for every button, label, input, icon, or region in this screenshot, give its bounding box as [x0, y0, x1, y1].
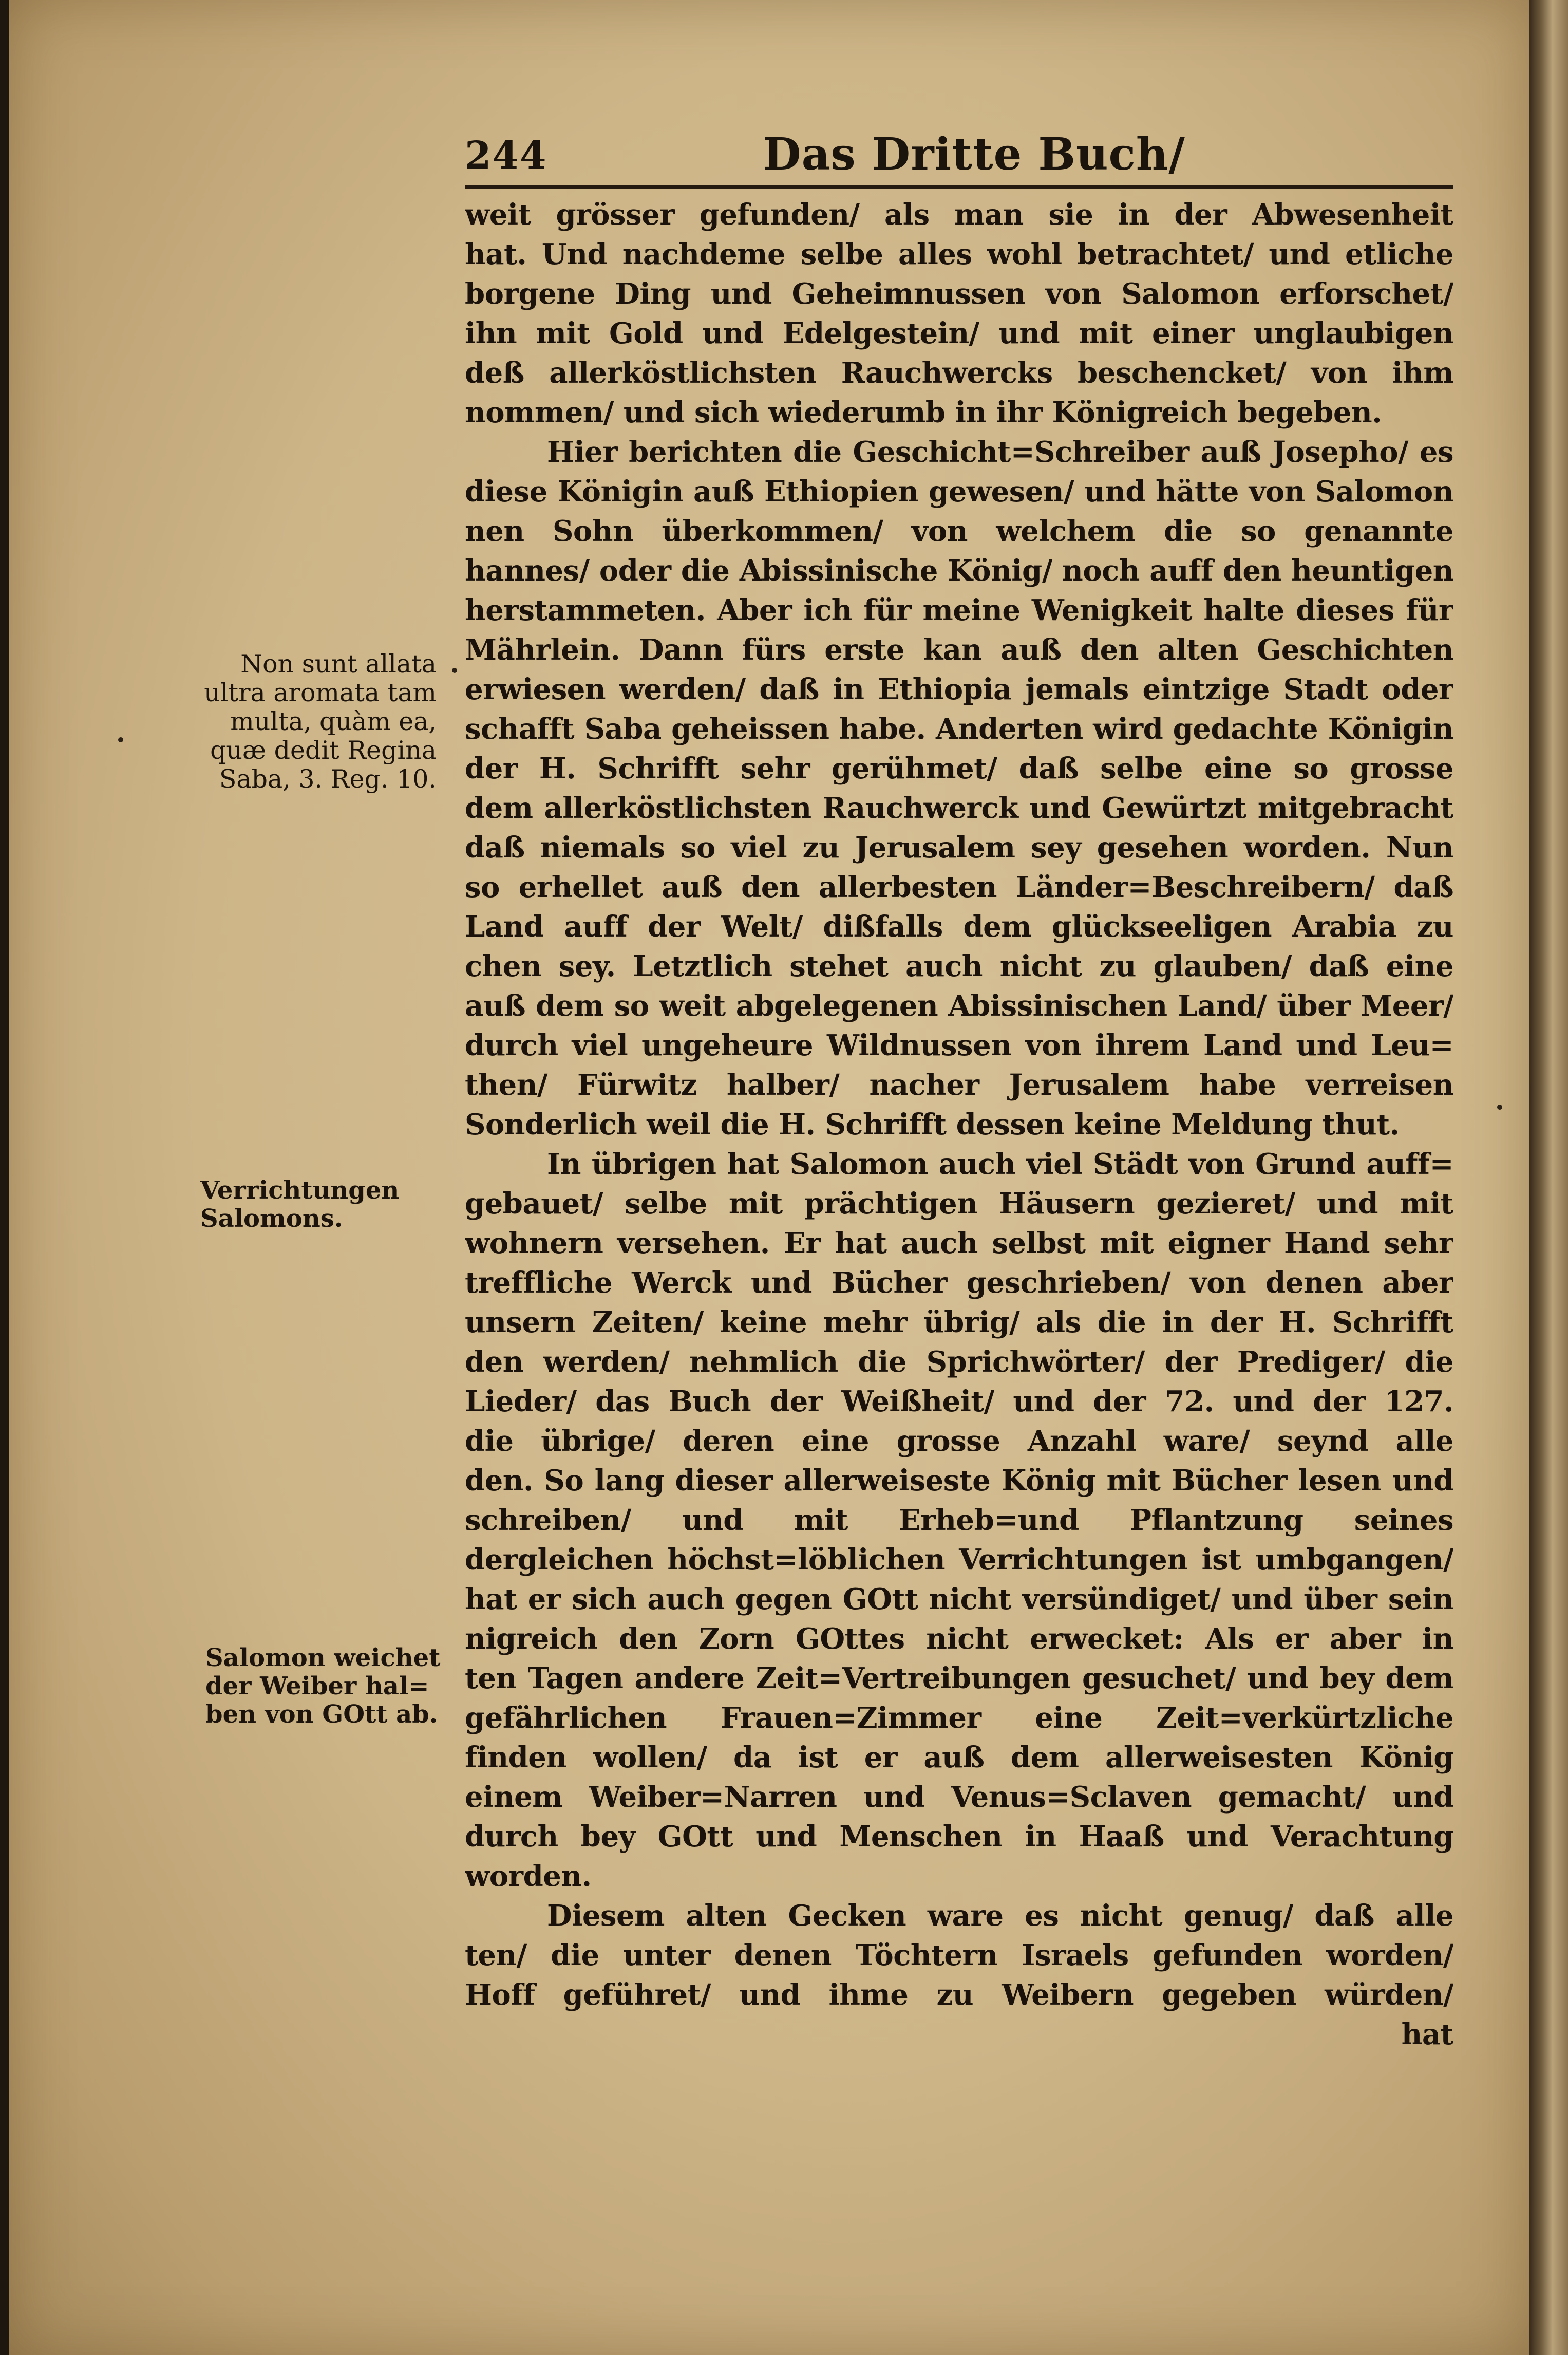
text-line [465, 1698, 1453, 1738]
text-line [465, 947, 1453, 986]
text-line [465, 551, 1453, 591]
text-line [465, 591, 1453, 630]
text-line [465, 353, 1453, 393]
text-line-content: ten/ die unter denen Töchtern Israels gefunden worden/ [465, 1938, 1453, 1972]
text-line [465, 1303, 1453, 1342]
text-line-content: hat [1401, 2017, 1453, 2051]
text-line-content: durch viel ungeheure Wildnussen von ihrem Land und Leu= [465, 1029, 1453, 1062]
text-line-content: diese Königin auß Ethiopien gewesen/ und hätte von Salomon [465, 475, 1453, 509]
text-line [465, 472, 1453, 512]
text-line [465, 670, 1453, 709]
margin-note-line: Salomons. [200, 1204, 343, 1233]
text-line [465, 393, 1453, 433]
text-line [465, 1461, 1453, 1501]
text-line [465, 274, 1453, 314]
text-line-content: hannes/ oder die Abissinische König/ noch auff den heuntigen [465, 554, 1453, 588]
text-line [465, 1817, 1453, 1857]
text-line-content: der H. Schrifft sehr gerühmet/ daß selbe eine so grosse [465, 752, 1453, 786]
margin-note-line: Saba, 3. Reg. 10. [219, 764, 437, 794]
text-line [465, 1896, 1453, 1936]
text-line-content: auß dem so weit abgelegenen Abissinischen Land/ über Meer/ [465, 989, 1453, 1023]
text-line [465, 1342, 1453, 1382]
margin-note-line: Non sunt allata [240, 649, 437, 679]
text-line-content: hat. Und nachdeme selbe alles wohl betrachtet/ und etliche [465, 237, 1453, 271]
text-line [465, 1105, 1453, 1145]
text-line-content: finden wollen/ da ist er auß dem allerweisesten König [465, 1741, 1453, 1774]
text-line-content: daß niemals so viel zu Jerusalem sey gesehen worden. Nun [465, 831, 1453, 865]
text-line-content: so erhellet auß den allerbesten Länder=Beschreibern/ daß [465, 870, 1453, 904]
text-line [465, 1778, 1453, 1817]
margin-note-line: multa, quàm ea, [230, 707, 437, 736]
margin-mark [452, 668, 457, 673]
text-line-content: then/ Fürwitz halber/ nacher Jerusalem habe verreisen [465, 1068, 1453, 1102]
margin-note-line: Salomon weichet [205, 1643, 441, 1672]
text-line [465, 1619, 1453, 1659]
text-line-content: den. So lang dieser allerweiseste König mit Bücher lesen und [465, 1464, 1453, 1498]
text-line [465, 1026, 1453, 1066]
facing-page-edge [1529, 0, 1568, 2355]
text-line-content: Lieder/ das Buch der Weißheit/ und der 72. und der 127. [465, 1385, 1453, 1418]
text-line-content: Hoff geführet/ und ihme zu Weibern gegeben würden/ [465, 1978, 1453, 2012]
text-line-content: schreiben/ und mit Erheb=und Pflantzung seines [465, 1503, 1453, 1537]
text-line-content: nen Sohn überkommen/ von welchem die so genannte [465, 514, 1453, 548]
margin-note-line: quæ dedit Regina [210, 736, 437, 765]
text-line [465, 630, 1453, 670]
text-line [465, 235, 1453, 274]
text-line-content: dergleichen höchst=löblichen Verrichtungen ist umbgangen/ [465, 1543, 1453, 1577]
text-line-content: In übrigen hat Salomon auch viel Städt von Grund auff= [547, 1147, 1453, 1181]
page-number: 244 [465, 134, 547, 178]
text-line [465, 433, 1453, 472]
text-line-content: den werden/ nehmlich die Sprichwörter/ der Prediger/ die [465, 1345, 1453, 1379]
text-line [465, 1066, 1453, 1105]
text-line [465, 1580, 1453, 1619]
text-line-content: wohnern versehen. Er hat auch selbst mit eigner Hand sehr [465, 1226, 1453, 1260]
text-line-content: Land auff der Welt/ dißfalls dem glückseeligen Arabia zu [465, 910, 1453, 944]
text-line-content: nigreich den Zorn GOttes nicht erwecket: Als er aber in [465, 1622, 1453, 1656]
text-line-content: gefährlichen Frauen=Zimmer eine Zeit=verkürtzliche [465, 1701, 1453, 1735]
margin-note-verrichtungen [200, 1176, 457, 1233]
text-line-content: deß allerköstlichsten Rauchwercks beschencket/ von ihm [465, 356, 1453, 390]
text-line-content: erwiesen werden/ daß in Ethiopia jemals eintzige Stadt oder [465, 672, 1453, 706]
main-text-column [465, 195, 1453, 2054]
text-line-content: nommen/ und sich wiederumb in ihr Königreich begeben. [465, 396, 1382, 429]
text-line-content: Sonderlich weil die H. Schrifft dessen keine Meldung thut. [465, 1108, 1400, 1142]
text-line [465, 986, 1453, 1026]
text-line [465, 907, 1453, 947]
text-line-content: unsern Zeiten/ keine mehr übrig/ als die in der H. Schrifft [465, 1305, 1453, 1339]
margin-note-line: Verrichtungen [200, 1176, 400, 1205]
text-line [465, 789, 1453, 828]
text-line [465, 1659, 1453, 1698]
text-line [465, 314, 1453, 353]
text-line [465, 1224, 1453, 1263]
text-line [465, 828, 1453, 868]
text-line-content: chen sey. Letztlich stehet auch nicht zu glauben/ daß eine [465, 949, 1453, 983]
text-line [465, 868, 1453, 907]
text-line [465, 1857, 1453, 1896]
running-title: Das Dritte Buch/ [763, 128, 1185, 180]
text-line [465, 709, 1453, 749]
text-line [465, 1145, 1453, 1184]
text-line-content: Mährlein. Dann fürs erste kan auß den alten Geschichten [465, 633, 1453, 667]
text-line [465, 1936, 1453, 1975]
text-line-content: worden. [465, 1859, 592, 1893]
text-line [465, 1975, 1453, 2015]
text-line-content: borgene Ding und Geheimnussen von Salomon erforschet/ [465, 277, 1453, 311]
text-line [465, 512, 1453, 551]
text-line-content: Diesem alten Gecken ware es nicht genug/ daß alle [547, 1899, 1453, 1933]
margin-note-line: der Weiber hal= [205, 1672, 429, 1700]
text-line [465, 1184, 1453, 1224]
text-line-content: durch bey GOtt und Menschen in Haaß und Verachtung [465, 1820, 1453, 1854]
text-line [465, 1501, 1453, 1540]
text-line-content: dem allerköstlichsten Rauchwerck und Gewürtzt mitgebracht [465, 791, 1453, 825]
text-line-content: ten Tagen andere Zeit=Vertreibungen gesuchet/ und bey dem [465, 1661, 1453, 1695]
text-line-content: treffliche Werck und Bücher geschrieben/ von denen aber [465, 1266, 1453, 1300]
text-line-content: weit grösser gefunden/ als man sie in der Abwesenheit [465, 198, 1453, 232]
margin-note-line: ultra aromata tam [204, 678, 437, 707]
text-line [465, 1382, 1453, 1422]
margin-note-salomon [205, 1644, 462, 1729]
text-line [465, 1738, 1453, 1778]
text-line-content: einem Weiber=Narren und Venus=Sclaven gemacht/ und [465, 1780, 1453, 1814]
text-line [465, 2015, 1453, 2054]
text-line-content: Hier berichten die Geschicht=Schreiber auß Josepho/ es [547, 435, 1453, 469]
text-line [465, 1263, 1453, 1303]
margin-note-line: ben von GOtt ab. [205, 1700, 438, 1729]
page-header [465, 128, 1453, 185]
text-line-content: die übrige/ deren eine grosse Anzahl ware/ seynd alle [465, 1424, 1453, 1458]
text-line [465, 749, 1453, 789]
text-line-content: herstammeten. Aber ich für meine Wenigkeit halte dieses für [465, 593, 1453, 627]
text-line [465, 1422, 1453, 1461]
margin-mark [118, 737, 123, 742]
text-line-content: gebauet/ selbe mit prächtigen Häusern gezieret/ und mit [465, 1187, 1453, 1221]
text-line-content: hat er sich auch gegen GOtt nicht versündiget/ und über sein [465, 1582, 1453, 1616]
text-line [465, 195, 1453, 235]
header-rule [465, 185, 1453, 189]
text-line [465, 1540, 1453, 1580]
text-line-content: schafft Saba geheissen habe. Anderten wird gedachte Königin [465, 712, 1453, 746]
margin-mark [1497, 1105, 1502, 1110]
margin-note-latin [169, 650, 437, 794]
text-line-content: ihn mit Gold und Edelgestein/ und mit einer unglaubigen [465, 316, 1453, 350]
